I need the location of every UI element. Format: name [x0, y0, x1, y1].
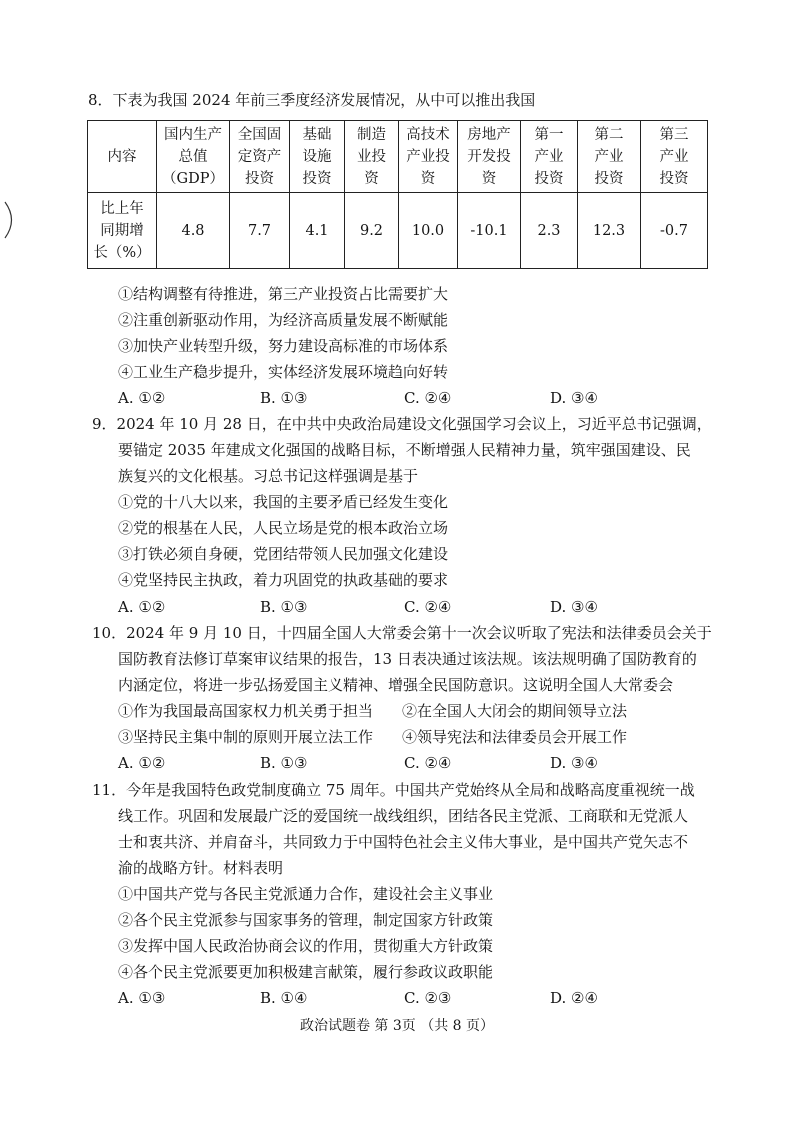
q8-option-2: ②注重创新驱动作用，为经济高质量发展不断赋能	[118, 311, 449, 329]
q11-option-3: ③发挥中国人民政治协商会议的作用，贯彻重大方针政策	[118, 937, 494, 955]
table-header-row	[88, 121, 708, 193]
q9-option-1: ①党的十八大以来，我国的主要矛盾已经发生变化	[118, 493, 449, 511]
q10-option-4: ④领导宪法和法律委员会开展工作	[402, 728, 628, 746]
q9-option-2: ②党的根基在人民，人民立场是党的根本政治立场	[118, 519, 449, 537]
page-footer: 政治试题卷 第 3页 （共 8 页）	[299, 1018, 495, 1034]
q10-option-3: ③坚持民主集中制的原则开展立法工作	[118, 728, 374, 746]
table-value-row	[88, 193, 708, 269]
question-9-stem-line: 9．2024 年 10 月 28 日，在中共中央政治局建设文化强国学习会议上，习近平总书记强调，	[92, 415, 712, 433]
table-cell: 7.7	[230, 193, 290, 269]
table-column-header: 基础 设施 投资	[290, 121, 345, 193]
binding-margin-arc	[2, 200, 20, 240]
question-10-stem-line: 10．2024 年 9 月 10 日，十四届全国人大常委会第十一次会议听取了宪法和法律委员会关于	[92, 624, 712, 642]
q11-option-2: ②各个民主党派参与国家事务的管理，制定国家方针政策	[118, 911, 494, 929]
q10-option-2: ②在全国人大闭会的期间领导立法	[402, 702, 628, 720]
q11-option-4: ④各个民主党派要更加积极建言献策，履行参政议政职能	[118, 963, 494, 981]
choice-a[interactable]: A. ①②	[118, 598, 166, 616]
choice-b[interactable]: B. ①③	[260, 598, 308, 616]
table-cell: -10.1	[458, 193, 521, 269]
q8-option-4: ④工业生产稳步提升，实体经济发展环境趋向好转	[118, 363, 449, 381]
question-11-stem-line: 11．今年是我国特色政党制度确立 75 周年。中国共产党始终从全局和战略高度重视统一战	[92, 781, 695, 799]
choice-d[interactable]: D. ③④	[550, 389, 598, 407]
q8-option-1: ①结构调整有待推进，第三产业投资占比需要扩大	[118, 285, 449, 303]
table-cell: 9.2	[345, 193, 399, 269]
choice-a[interactable]: A. ①②	[118, 754, 166, 772]
table-column-header: 第二 产业 投资	[578, 121, 641, 193]
question-11-stem-line: 士和衷共济、并肩奋斗，共同致力于中国特色社会主义伟大事业，是中国共产党矢志不	[118, 833, 689, 851]
choice-d[interactable]: D. ③④	[550, 598, 598, 616]
choice-c[interactable]: C. ②③	[404, 989, 452, 1007]
q11-option-1: ①中国共产党与各民主党派通力合作，建设社会主义事业	[118, 885, 494, 903]
choice-c[interactable]: C. ②④	[404, 389, 452, 407]
table-column-header: 第三 产业 投资	[641, 121, 708, 193]
question-9-stem-line: 要锚定 2035 年建成文化强国的战略目标，不断增强人民精神力量，筑牢强国建设、民	[118, 441, 691, 459]
question-11-stem-line: 渝的战略方针。材料表明	[118, 859, 284, 877]
table-cell: 4.8	[157, 193, 230, 269]
q9-option-3: ③打铁必须自身硬，党团结带领人民加强文化建设	[118, 545, 449, 563]
table-cell: 2.3	[521, 193, 578, 269]
table-row-label: 比上年 同期增 长（%）	[88, 193, 157, 269]
question-11-stem-line: 线工作。巩固和发展最广泛的爱国统一战线组织，团结各民主党派、工商联和无党派人	[118, 807, 689, 825]
q10-option-1: ①作为我国最高国家权力机关勇于担当	[118, 702, 374, 720]
table-column-header: 第一 产业 投资	[521, 121, 578, 193]
question-10-stem-line: 内涵定位，将进一步弘扬爱国主义精神、增强全民国防意识。这说明全国人大常委会	[118, 676, 674, 694]
table-column-header: 国内生产 总值 （GDP）	[157, 121, 230, 193]
choice-c[interactable]: C. ②④	[404, 598, 452, 616]
question-9-stem-line: 族复兴的文化根基。习总书记这样强调是基于	[118, 467, 419, 485]
economy-table	[87, 120, 708, 269]
choice-d[interactable]: D. ②④	[550, 989, 598, 1007]
table-header-label: 内容	[88, 121, 157, 193]
table-column-header: 高技术 产业投 资	[399, 121, 458, 193]
choice-b[interactable]: B. ①③	[260, 754, 308, 772]
table-column-header: 房地产 开发投 资	[458, 121, 521, 193]
table-cell: 10.0	[399, 193, 458, 269]
choice-d[interactable]: D. ③④	[550, 754, 598, 772]
choice-b[interactable]: B. ①④	[260, 989, 308, 1007]
table-cell: 12.3	[578, 193, 641, 269]
table-column-header: 制造 业投 资	[345, 121, 399, 193]
choice-c[interactable]: C. ②④	[404, 754, 452, 772]
table-cell: 4.1	[290, 193, 345, 269]
q9-option-4: ④党坚持民主执政，着力巩固党的执政基础的要求	[118, 571, 449, 589]
table-cell: -0.7	[641, 193, 708, 269]
question-8-stem: 8．下表为我国 2024 年前三季度经济发展情况，从中可以推出我国	[88, 91, 536, 109]
question-10-stem-line: 国防教育法修订草案审议结果的报告，13 日表决通过该法规。该法规明确了国防教育的	[118, 650, 697, 668]
q8-option-3: ③加快产业转型升级，努力建设高标准的市场体系	[118, 337, 449, 355]
choice-b[interactable]: B. ①③	[260, 389, 308, 407]
table-column-header: 全国固 定资产 投资	[230, 121, 290, 193]
choice-a[interactable]: A. ①③	[118, 989, 166, 1007]
choice-a[interactable]: A. ①②	[118, 389, 166, 407]
